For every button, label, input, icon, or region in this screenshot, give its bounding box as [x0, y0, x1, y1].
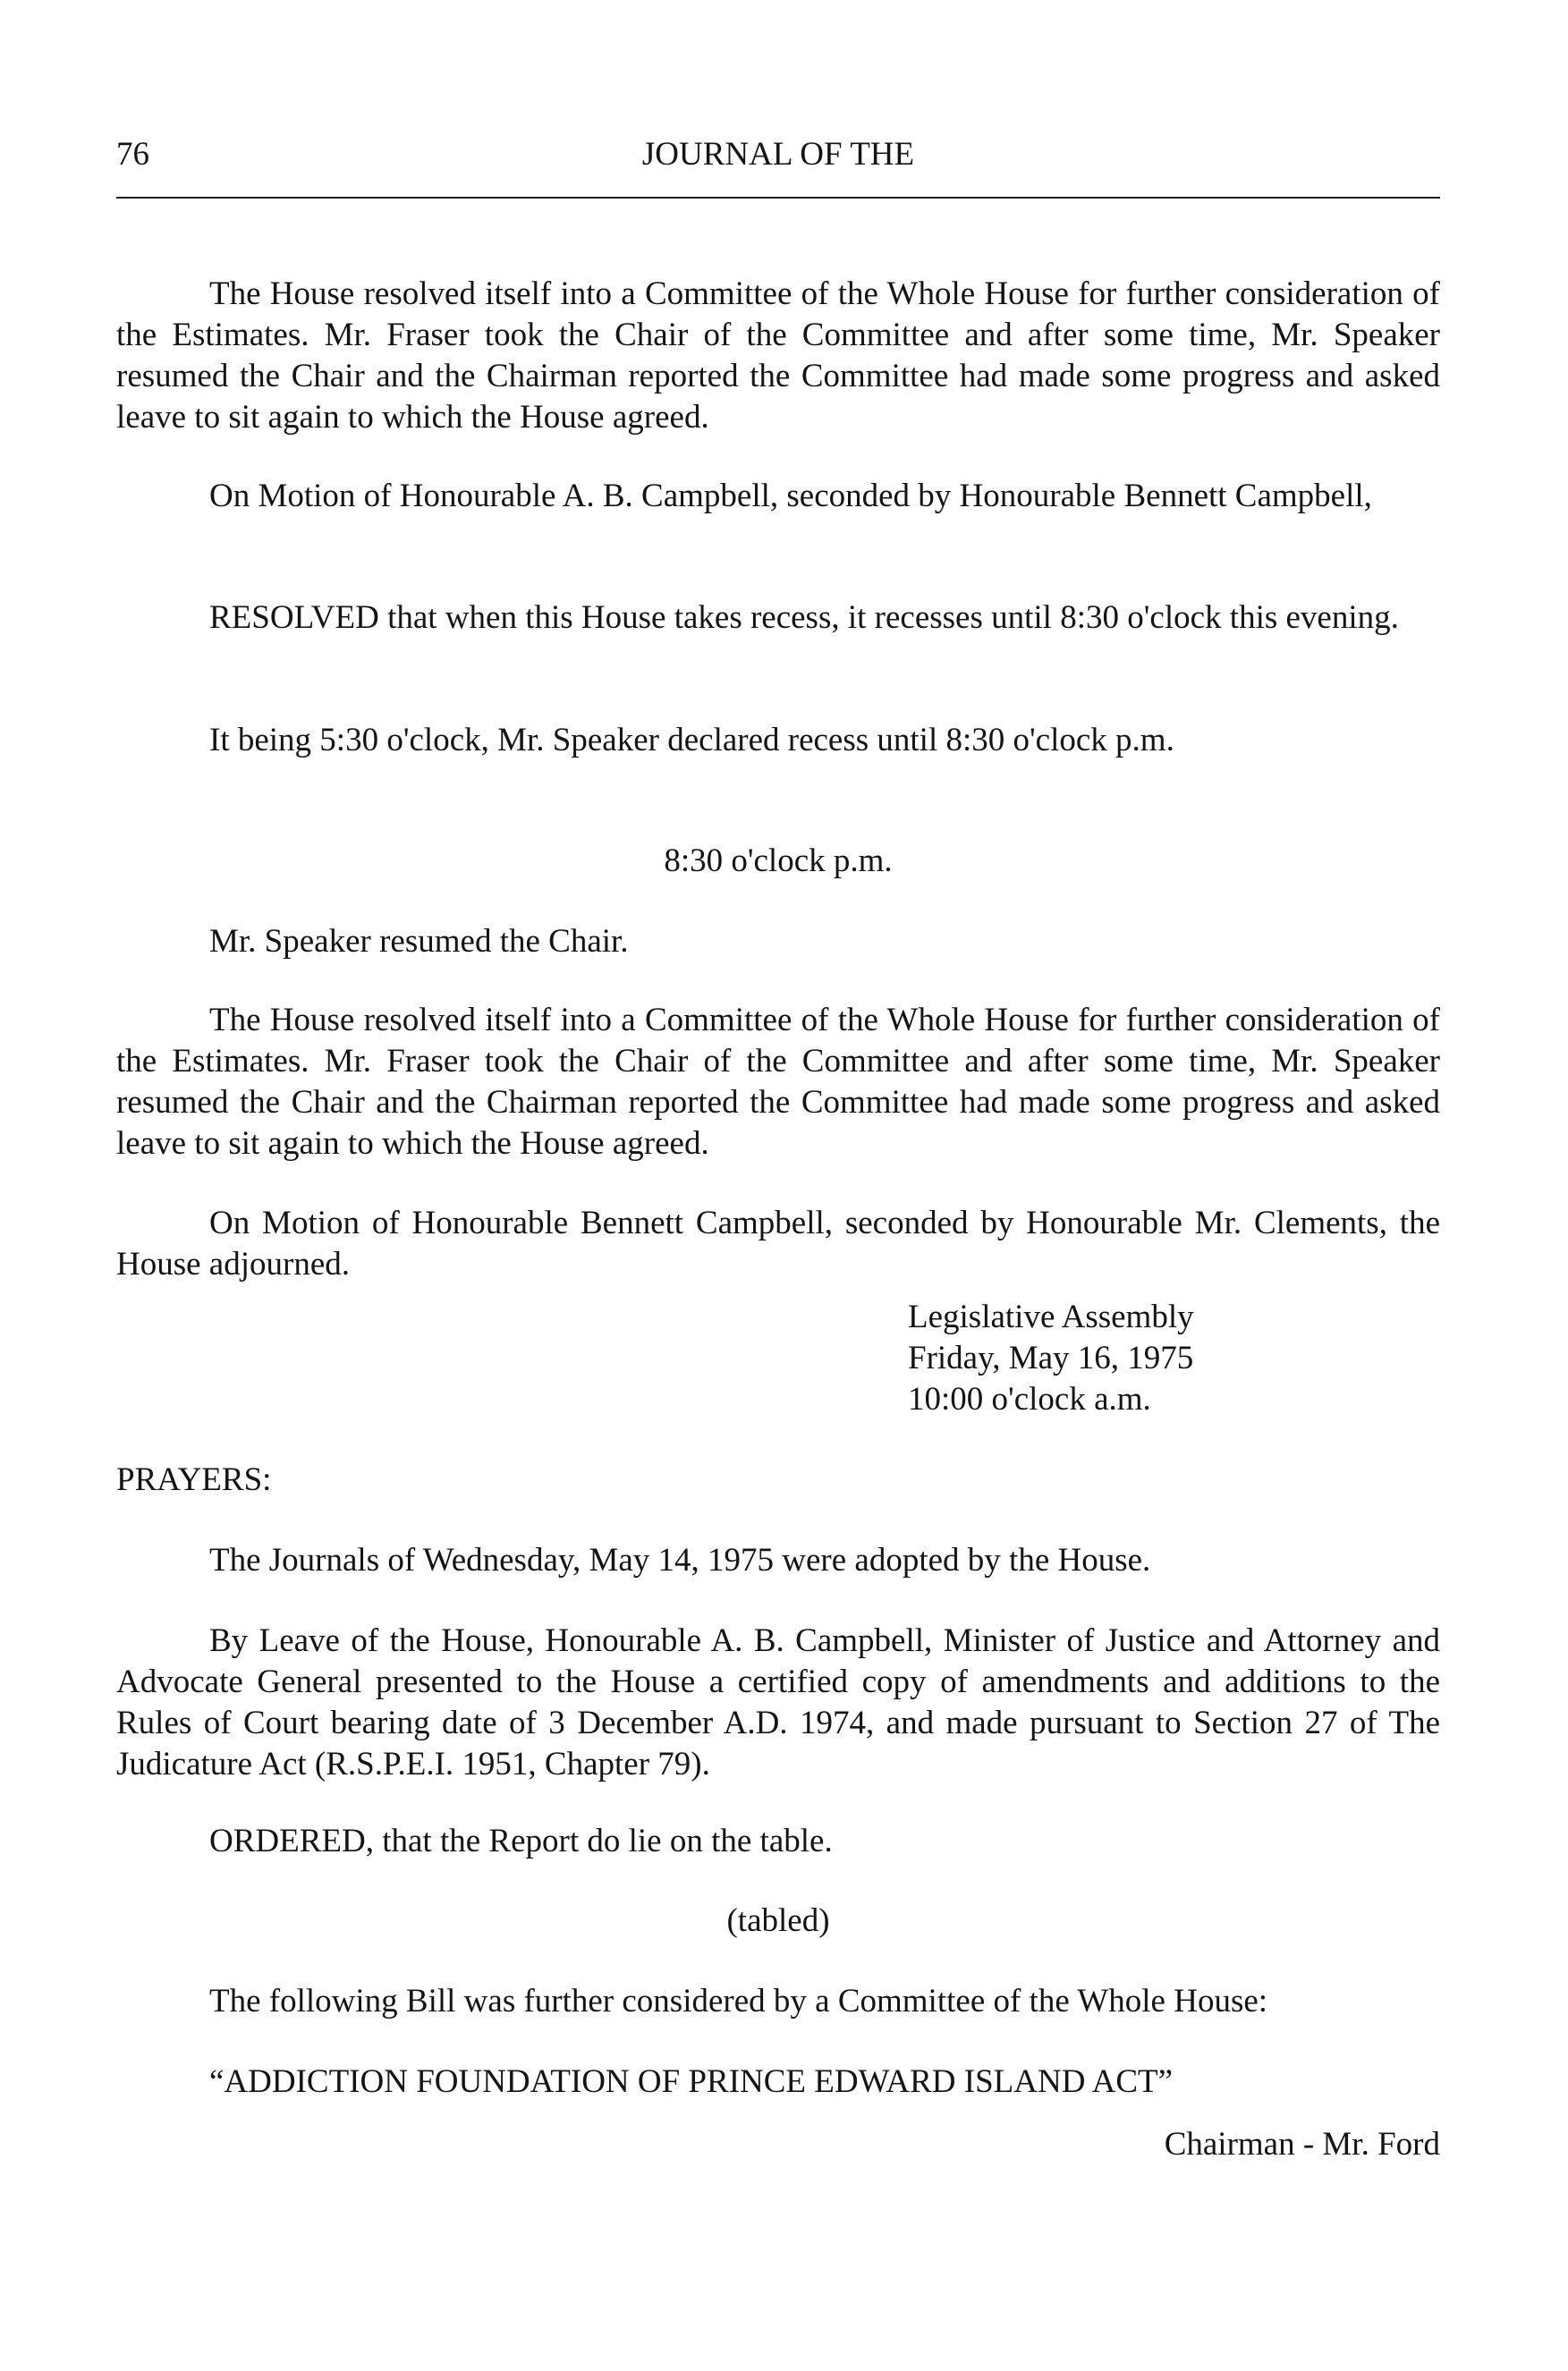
- paragraph-ordered: [116, 1821, 1440, 1862]
- sitting-header: [908, 1297, 1445, 1420]
- paragraph-recess: [116, 720, 1440, 761]
- paragraph-text: It being 5:30 o'clock, Mr. Speaker declared recess until 8:30 o'clock p.m.: [209, 722, 1174, 758]
- page-number: 76: [116, 136, 149, 173]
- paragraph-text: ORDERED, that the Report do lie on the table.: [209, 1823, 833, 1859]
- paragraph-text: RESOLVED that when this House takes recess, it recesses until 8:30 o'clock this evening.: [209, 599, 1399, 636]
- prayers-heading: PRAYERS:: [116, 1461, 272, 1498]
- paragraph-committee-2: [116, 1000, 1440, 1164]
- time-heading: 8:30 o'clock p.m.: [664, 843, 893, 879]
- bill-title: [116, 2062, 1440, 2103]
- paragraph-journals-adopted: [116, 1540, 1440, 1581]
- sitting-date: Friday, May 16, 1975: [908, 1340, 1194, 1376]
- header-rule: [116, 197, 1440, 199]
- paragraph-text: On Motion of Honourable Bennett Campbell, seconded by Honourable Mr. Clements, the House adjourned.: [116, 1205, 1440, 1283]
- paragraph-resolved: [116, 597, 1440, 639]
- paragraph-text: On Motion of Honourable A. B. Campbell, seconded by Honourable Bennett Campbell,: [209, 478, 1372, 514]
- bill-title-text: “ADDICTION FOUNDATION OF PRINCE EDWARD ISLAND ACT”: [209, 2063, 1174, 2100]
- paragraph-text: Mr. Speaker resumed the Chair.: [209, 923, 629, 960]
- paragraph-bill-considered: [116, 1981, 1440, 2022]
- paragraph-leave-rules: [116, 1621, 1440, 1785]
- page-header: [116, 134, 1440, 179]
- paragraph-motion-recess: [116, 476, 1440, 517]
- tabled-note: (tabled): [726, 1902, 830, 1939]
- paragraph-text: By Leave of the House, Honourable A. B. Campbell, Minister of Justice and Attorney and Advocate General presented to the House a certified copy of amendments and additions to the Rules of Court bearing date of 3 December A.D. 1974, and made pursuant to Section 27 of The Judicature Act (R.S.P.E.I. 1951, Chapter 79).: [116, 1622, 1440, 1782]
- paragraph-text: The following Bill was further considered by a Committee of the Whole House:: [209, 1983, 1268, 2020]
- paragraph-text: The Journals of Wednesday, May 14, 1975 were adopted by the House.: [209, 1542, 1151, 1579]
- running-title: JOURNAL OF THE: [641, 136, 915, 173]
- paragraph-text: The House resolved itself into a Committee of the Whole House for further consideration of the Estimates. Mr. Fraser took the Chair of the Committee and after some time, Mr. Speaker resumed the Chair and the Chairman reported the Committee had made some progress and asked leave to sit again to which the House agreed.: [116, 1002, 1440, 1162]
- paragraph-adjourned: [116, 1203, 1440, 1285]
- sitting-time: 10:00 o'clock a.m.: [908, 1381, 1151, 1418]
- chairman-line: Chairman - Mr. Ford: [1164, 2126, 1440, 2163]
- paragraph-committee-1: [116, 274, 1440, 438]
- paragraph-speaker-resumed: [116, 921, 1440, 962]
- paragraph-text: The House resolved itself into a Committee of the Whole House for further consideration of the Estimates. Mr. Fraser took the Chair of the Committee and after some time, Mr. Speaker resumed the Chair and the Chairman reported the Committee had made some progress and asked leave to sit again to which the House agreed.: [116, 275, 1440, 436]
- sitting-assembly: Legislative Assembly: [908, 1299, 1194, 1335]
